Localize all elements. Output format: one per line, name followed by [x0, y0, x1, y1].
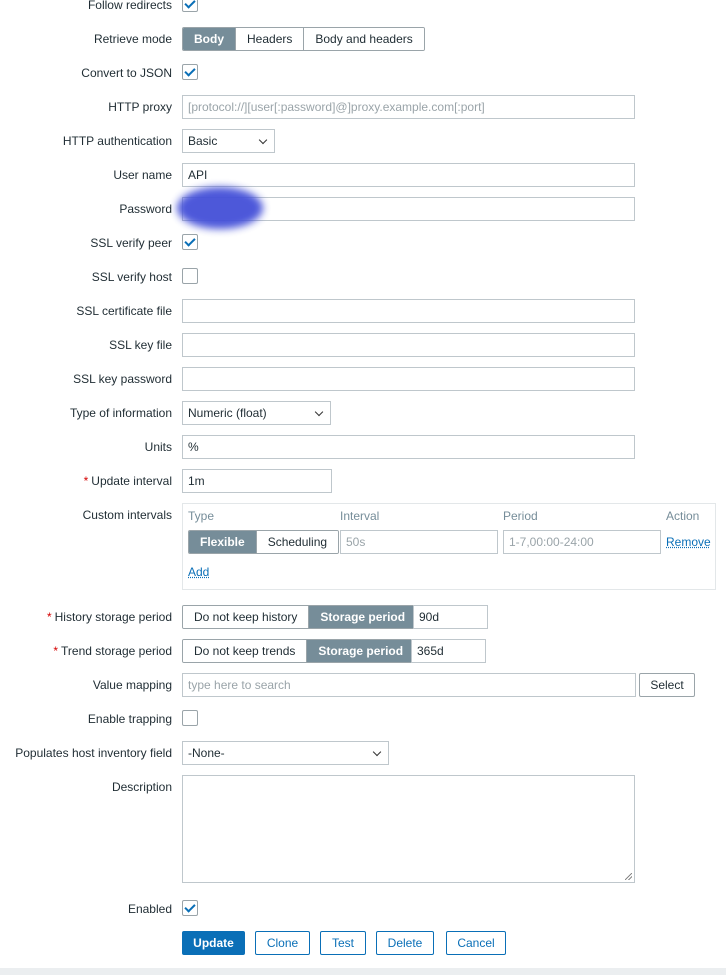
description-label: Description	[111, 780, 172, 794]
enabled-checkbox[interactable]	[182, 900, 198, 916]
ssl-verify-peer-label: SSL verify peer	[90, 236, 172, 250]
update-interval-label: * Update interval	[83, 474, 172, 488]
description-textarea[interactable]	[182, 775, 635, 883]
history-label: * History storage period	[46, 610, 172, 624]
delete-button[interactable]: Delete	[376, 931, 434, 955]
trend-storage-period[interactable]: Storage period	[307, 640, 414, 662]
ssl-verify-peer-checkbox[interactable]	[182, 234, 198, 250]
ssl-key-password-label: SSL key password	[73, 372, 172, 386]
http-proxy-label: HTTP proxy	[108, 100, 172, 114]
enable-trapping-label: Enable trapping	[87, 712, 172, 726]
ssl-cert-file-input[interactable]	[182, 299, 635, 323]
http-proxy-input[interactable]: [protocol://][user[:password]@]proxy.example.com[:port]	[182, 95, 635, 119]
ssl-key-file-label: SSL key file	[109, 338, 172, 352]
history-value-input[interactable]: 90d	[413, 605, 488, 629]
username-input[interactable]: API	[182, 163, 635, 187]
page-footer-strip	[0, 968, 726, 975]
ci-interval-input[interactable]: 50s	[340, 530, 498, 554]
http-auth-label: HTTP authentication	[62, 134, 172, 148]
units-input[interactable]: %	[182, 435, 635, 459]
enable-trapping-checkbox[interactable]	[182, 710, 198, 726]
update-interval-input[interactable]: 1m	[182, 469, 332, 493]
ci-type-scheduling[interactable]: Scheduling	[257, 531, 338, 553]
inventory-label: Populates host inventory field	[15, 746, 172, 760]
custom-intervals-label: Custom intervals	[82, 508, 172, 522]
ssl-verify-host-label: SSL verify host	[91, 270, 172, 284]
trend-value-input[interactable]: 365d	[411, 639, 486, 663]
ci-remove-link[interactable]: Remove	[666, 535, 711, 549]
cancel-button[interactable]: Cancel	[446, 931, 506, 955]
retrieve-mode-segmented	[182, 27, 425, 51]
ci-add-link[interactable]: Add	[188, 565, 210, 579]
type-of-info-select[interactable]: Numeric (float)	[182, 401, 331, 425]
value-mapping-input[interactable]: type here to search	[182, 673, 636, 697]
clone-button[interactable]: Clone	[255, 931, 310, 955]
enabled-label: Enabled	[127, 902, 172, 916]
resize-handle-icon[interactable]	[625, 873, 632, 880]
ci-type-flexible[interactable]: Flexible	[189, 531, 257, 553]
history-do-not-keep[interactable]: Do not keep history	[183, 606, 309, 628]
update-button[interactable]: Update	[182, 931, 245, 955]
convert-to-json-checkbox[interactable]	[182, 64, 198, 80]
value-mapping-select-button[interactable]: Select	[639, 673, 695, 697]
redaction-blur	[177, 187, 263, 229]
ci-header-interval: Interval	[340, 509, 380, 523]
follow-redirects-label: Follow redirects	[87, 0, 172, 12]
ci-type-segmented	[188, 530, 339, 554]
ci-header-period: Period	[503, 509, 538, 523]
username-label: User name	[113, 168, 172, 182]
history-segmented	[182, 605, 417, 629]
retrieve-mode-label: Retrieve mode	[93, 32, 172, 46]
convert-to-json-label: Convert to JSON	[81, 66, 172, 80]
ssl-verify-host-checkbox[interactable]	[182, 268, 198, 284]
test-button[interactable]: Test	[320, 931, 366, 955]
follow-redirects-checkbox[interactable]	[182, 0, 198, 12]
ci-header-action: Action	[666, 509, 700, 523]
value-mapping-label: Value mapping	[92, 678, 172, 692]
trend-do-not-keep[interactable]: Do not keep trends	[183, 640, 307, 662]
ssl-cert-file-label: SSL certificate file	[76, 304, 172, 318]
units-label: Units	[144, 440, 172, 454]
type-of-info-label: Type of information	[69, 406, 172, 420]
ci-header-type: Type	[188, 509, 215, 523]
trend-label: * Trend storage period	[53, 644, 172, 658]
history-storage-period[interactable]: Storage period	[309, 606, 416, 628]
http-auth-select[interactable]: Basic	[182, 129, 275, 153]
password-label: Password	[119, 202, 172, 216]
ssl-key-file-input[interactable]	[182, 333, 635, 357]
trend-segmented	[182, 639, 415, 663]
retrieve-mode-headers[interactable]: Headers	[236, 28, 304, 50]
ci-period-input[interactable]: 1-7,00:00-24:00	[503, 530, 661, 554]
ssl-key-password-input[interactable]	[182, 367, 635, 391]
retrieve-mode-body-and-headers[interactable]: Body and headers	[304, 28, 423, 50]
inventory-select[interactable]: -None-	[182, 741, 389, 765]
retrieve-mode-body[interactable]: Body	[183, 28, 236, 50]
